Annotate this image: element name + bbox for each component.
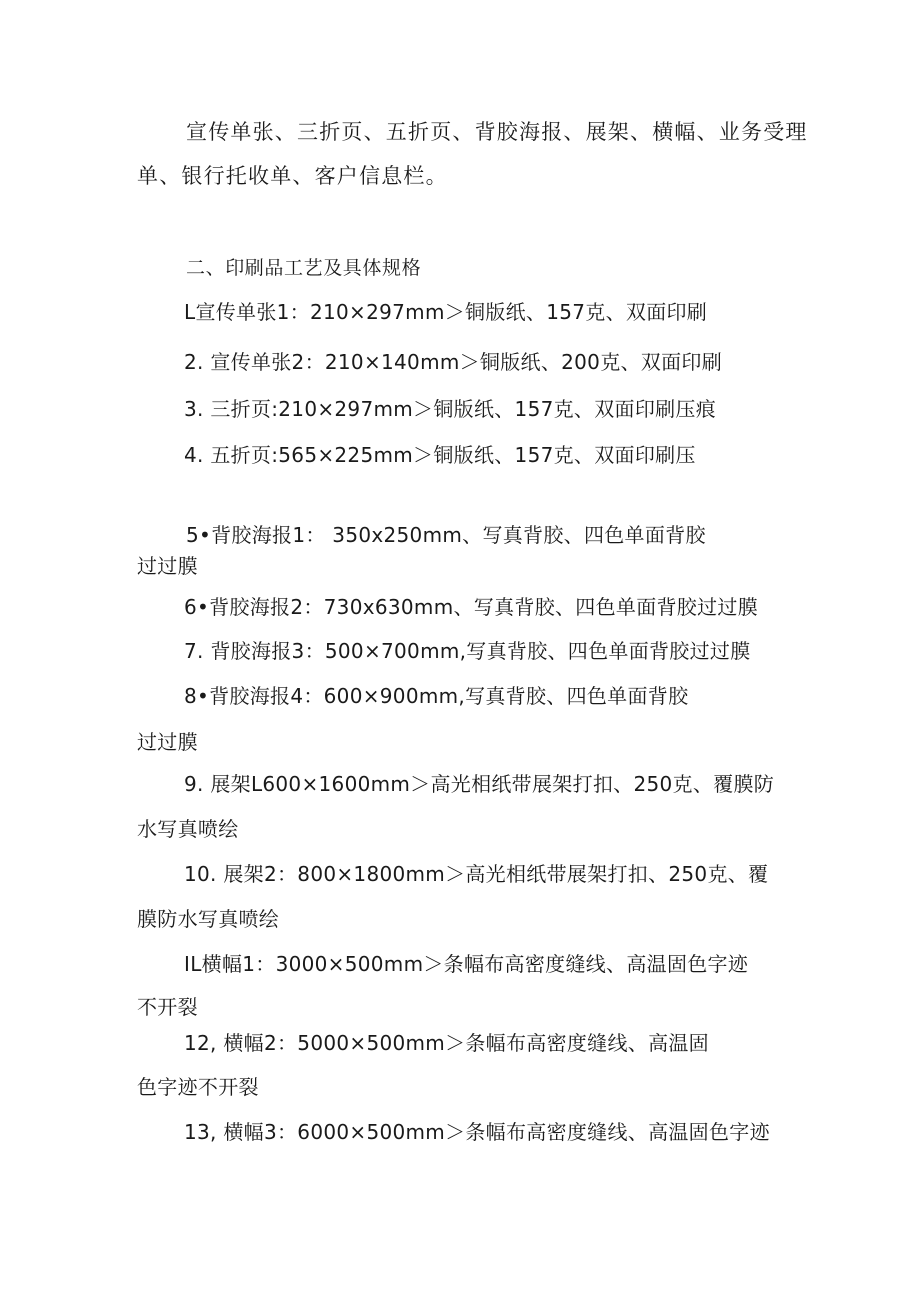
spec-item-8: 8•背胶海报4：600×900mm,写真背胶、四色单面背胶 (184, 684, 689, 708)
spec-item-9: 9. 展架L600×1600mm＞高光相纸带展架打扣、250克、覆膜防 (184, 772, 775, 796)
intro-line-2: 单、银行托收单、客户信息栏。 (137, 164, 448, 188)
spec-item-3: 3. 三折页:210×297mm＞铜版纸、157克、双面印刷压痕 (184, 397, 717, 421)
spec-item-9-continued: 水写真喷绘 (137, 817, 239, 841)
intro-line-1: 宣传单张、三折页、五折页、背胶海报、展架、横幅、业务受理 (186, 120, 808, 144)
spec-item-10-continued: 膜防水写真喷绘 (137, 907, 280, 931)
spec-item-2: 2. 宣传单张2：210×140mm＞铜版纸、200克、双面印刷 (184, 350, 723, 374)
spec-item-12: 12, 横幅2：5000×500mm＞条幅布高密度缝线、高温固 (184, 1031, 709, 1055)
section-heading: 二、印刷品工艺及具体规格 (186, 257, 422, 279)
spec-item-1: L宣传单张1：210×297mm＞铜版纸、157克、双面印刷 (184, 300, 708, 324)
spec-item-4: 4. 五折页:565×225mm＞铜版纸、157克、双面印刷压 (184, 443, 696, 467)
spec-item-11: IL横幅1：3000×500mm＞条幅布高密度缝线、高温固色字迹 (184, 952, 749, 976)
spec-item-11-continued: 不开裂 (137, 995, 198, 1019)
spec-item-5: 5•背胶海报1： 350x250mm、写真背胶、四色单面背胶 (186, 523, 706, 547)
spec-item-5-continued: 过过膜 (137, 554, 198, 578)
spec-item-13: 13, 横幅3：6000×500mm＞条幅布高密度缝线、高温固色字迹 (184, 1120, 770, 1144)
spec-item-8-continued: 过过膜 (137, 730, 198, 754)
spec-item-12-continued: 色字迹不开裂 (137, 1075, 259, 1099)
spec-item-7: 7. 背胶海报3：500×700mm,写真背胶、四色单面背胶过过膜 (184, 639, 751, 663)
spec-item-6: 6•背胶海报2：730x630mm、写真背胶、四色单面背胶过过膜 (184, 595, 758, 619)
spec-item-10: 10. 展架2：800×1800mm＞高光相纸带展架打扣、250克、覆 (184, 862, 769, 886)
